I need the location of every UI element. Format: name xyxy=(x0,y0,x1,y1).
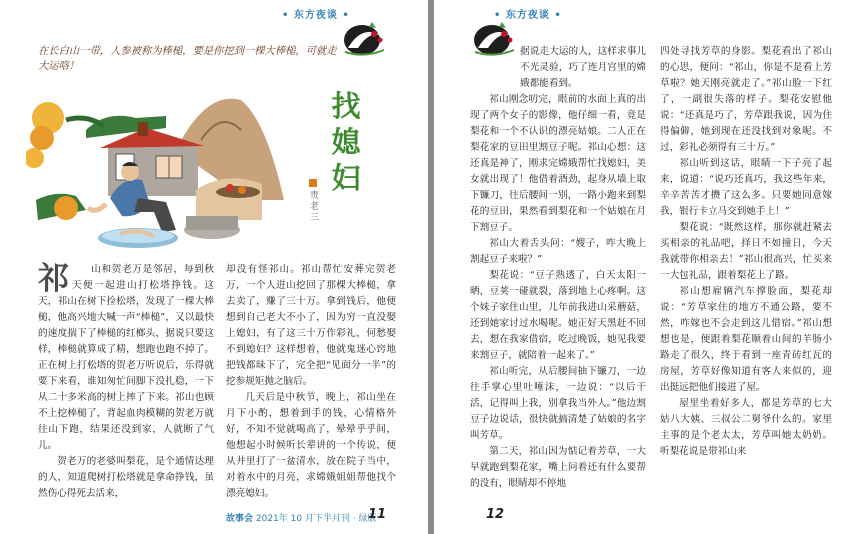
intro-text: 在长白山一带，人参被称为棒槌，要是你挖到一棵大棒槌，可就走大运咯！ xyxy=(38,45,337,72)
paragraph: 祁山刚念叨完，眼前的水面上真的出现了两个女子的影像，他仔细一看，竟是梨花和一个不认识的漂亮姑娘。二人正在梨花家的豆田里割豆子呢。祁山心想：这还真是神了，刚求完嫦娥帮忙找媳妇，美女就出现了！他借着酒劲，起身从墙上取下镰刀，往后腰间一别，一路小跑来到梨花的豆田，果然看到梨花和一个姑娘在月下割豆子。 xyxy=(470,94,646,233)
section-label: • 东方夜谈 • xyxy=(494,10,562,21)
paragraph: 祁山想雇辆汽车撑脸面，梨花却说：“芳草家住的地方不通公路，要不然，咋嫁也不会走到这儿借宿。”祁山想想也是，便跟着梨花顺着山间的羊肠小路走了很久，终于看到一座青砖红瓦的房屋，芳草好像知道有客人来似的，迎出挺远把他们接进了屋。 xyxy=(660,286,832,393)
paragraph: 祁山听完，从后腰间抽下镰刀，一边往手掌心里吐唾沫，一边说：“以后干活，记得叫上我，别拿我当外人。”他边割豆子边说话，很快就搞清楚了姑娘的名字叫芳草。 xyxy=(470,366,646,441)
paragraph: 第二天，祁山因为惦记着芳草，一大早就跑到梨花家，嘴上问着还有什么要帮的没有，眼睛却不停地 xyxy=(470,446,646,489)
paragraph: 山和贺老万是邻居，每到秋天便一起进山打松塔挣钱。这天，祁山在树下捡松塔，发现了一棵大棒槌，他高兴地大喊一声“棒槌”，又以最快的速度揣下了棒槌的红榔头，据说只要这样，棒槌就算成了精，想跑也跑不掉了。正在树上打松塔的贺老万听说后，乐得就要下来看，谁知匆忙间脚下没扎稳，一下从二十多米高的树上摔了下来。祁山也顾不上挖棒槌了，背起血肉模糊的贺老万就往山下跑，结果还没到家，人就断了气儿。 xyxy=(38,264,214,451)
right-column-1 xyxy=(470,44,646,492)
page-number: 11 xyxy=(368,507,387,522)
page-footer xyxy=(226,511,377,524)
left-page xyxy=(0,0,428,534)
paragraph: 几天后是中秋节，晚上，祁山坐在月下小酌，想着到手的钱，心情格外好，不知不觉就喝高了，晕晕乎乎间，他想起小时候听长辈讲的一个传说，便从井里打了一盆清水，放在院子当中，对着水中的月亮，求嫦娥姐姐帮他找个漂亮媳妇。 xyxy=(226,392,396,499)
paragraph: 梨花说：“豆子熟透了，白天太阳一晒，豆荚一碰就裂，落到地上心疼啊。这个妹子家住山里，儿年前我进山采蘑菇，还到她家讨过水喝呢。她正好天黑赶不回去，想在我家借宿，吃过晚饭，她见我要来割豆子，就陪着一起来了。” xyxy=(470,270,646,361)
right-column-2 xyxy=(660,44,832,460)
paragraph: 祁山大着舌头问：“嫂子，咋大晚上割起豆子来啦？” xyxy=(470,238,646,265)
left-column-1 xyxy=(38,262,214,502)
farmer-illustration xyxy=(26,80,296,256)
magazine-moon-logo-icon xyxy=(340,18,388,58)
author-name: 贵老三 xyxy=(308,190,318,223)
paragraph: 屋里坐着好多人，都是芳草的七大姑八大姨、三叔公二舅爷什么的。家里主事的是个老太太，芳草叫她太奶奶。听梨花说是带祁山来 xyxy=(660,398,832,457)
paragraph: 祁山听到这话，眼睛一下子亮了起来，说道：“说巧还真巧，我这些年来，辛辛苦苦才攒了这么多。只要她同意嫁我，银行卡立马交到她手上！” xyxy=(660,158,832,217)
paragraph: 贺老万的老婆叫梨花，是个通情达理的人，知道爬树打松塔就是拿命挣钱，虽然伤心得死去活来， xyxy=(38,456,214,499)
footer-brand: 故事会 xyxy=(226,514,254,524)
drop-cap: 祁 xyxy=(38,261,69,297)
right-page xyxy=(434,0,862,534)
left-column-2 xyxy=(226,262,396,502)
section-label-text: 东方夜谈 xyxy=(505,10,550,21)
page-number: 12 xyxy=(486,507,505,522)
paragraph: 梨花说：“既然这样，那你就赶紧去买相亲的礼品吧，择日不如撞日，今天我就带你相亲去！”祁山很高兴，忙买来一大包礼品，跟着梨花上了路。 xyxy=(660,222,832,281)
article-title: 找媳妇 xyxy=(331,89,361,195)
paragraph: 却没有怪祁山。祁山帮忙安葬完贺老万，一个人进山挖回了那棵大棒槌，拿去卖了，赚了三十万。拿到钱后，他便想到自己老大不小了，因为穷一直没娶上媳妇，有了这三十万作彩礼，何愁娶不到媳妇？这样想着，他就鬼迷心窍地把钱都昧下了，完全把“见面分一半”的挖参规矩抛之脑后。 xyxy=(226,264,396,387)
footer-issue: 2021年 10 月下半月刊 · 绿版 xyxy=(255,514,377,524)
section-label: • 东方夜谈 • xyxy=(282,10,350,21)
section-label-text: 东方夜谈 xyxy=(293,10,338,21)
paragraph: 四处寻找芳草的身影。梨花看出了祁山的心思，便问：“祁山，你是不是看上芳草啦？她天刚亮就走了。”祁山脸一下红了，一副很失落的样子。梨花安慰他说：“还真是巧了，芳草跟我说，因为住得偏僻，她到现在还没找到对象呢。不过，彩礼必须得有三十万。” xyxy=(660,46,832,153)
paragraph: 据说走大运的人，这样求事儿不光灵验，巧了连月宫里的嫦娥都能看到。 xyxy=(520,46,646,89)
title-marker xyxy=(309,179,317,187)
